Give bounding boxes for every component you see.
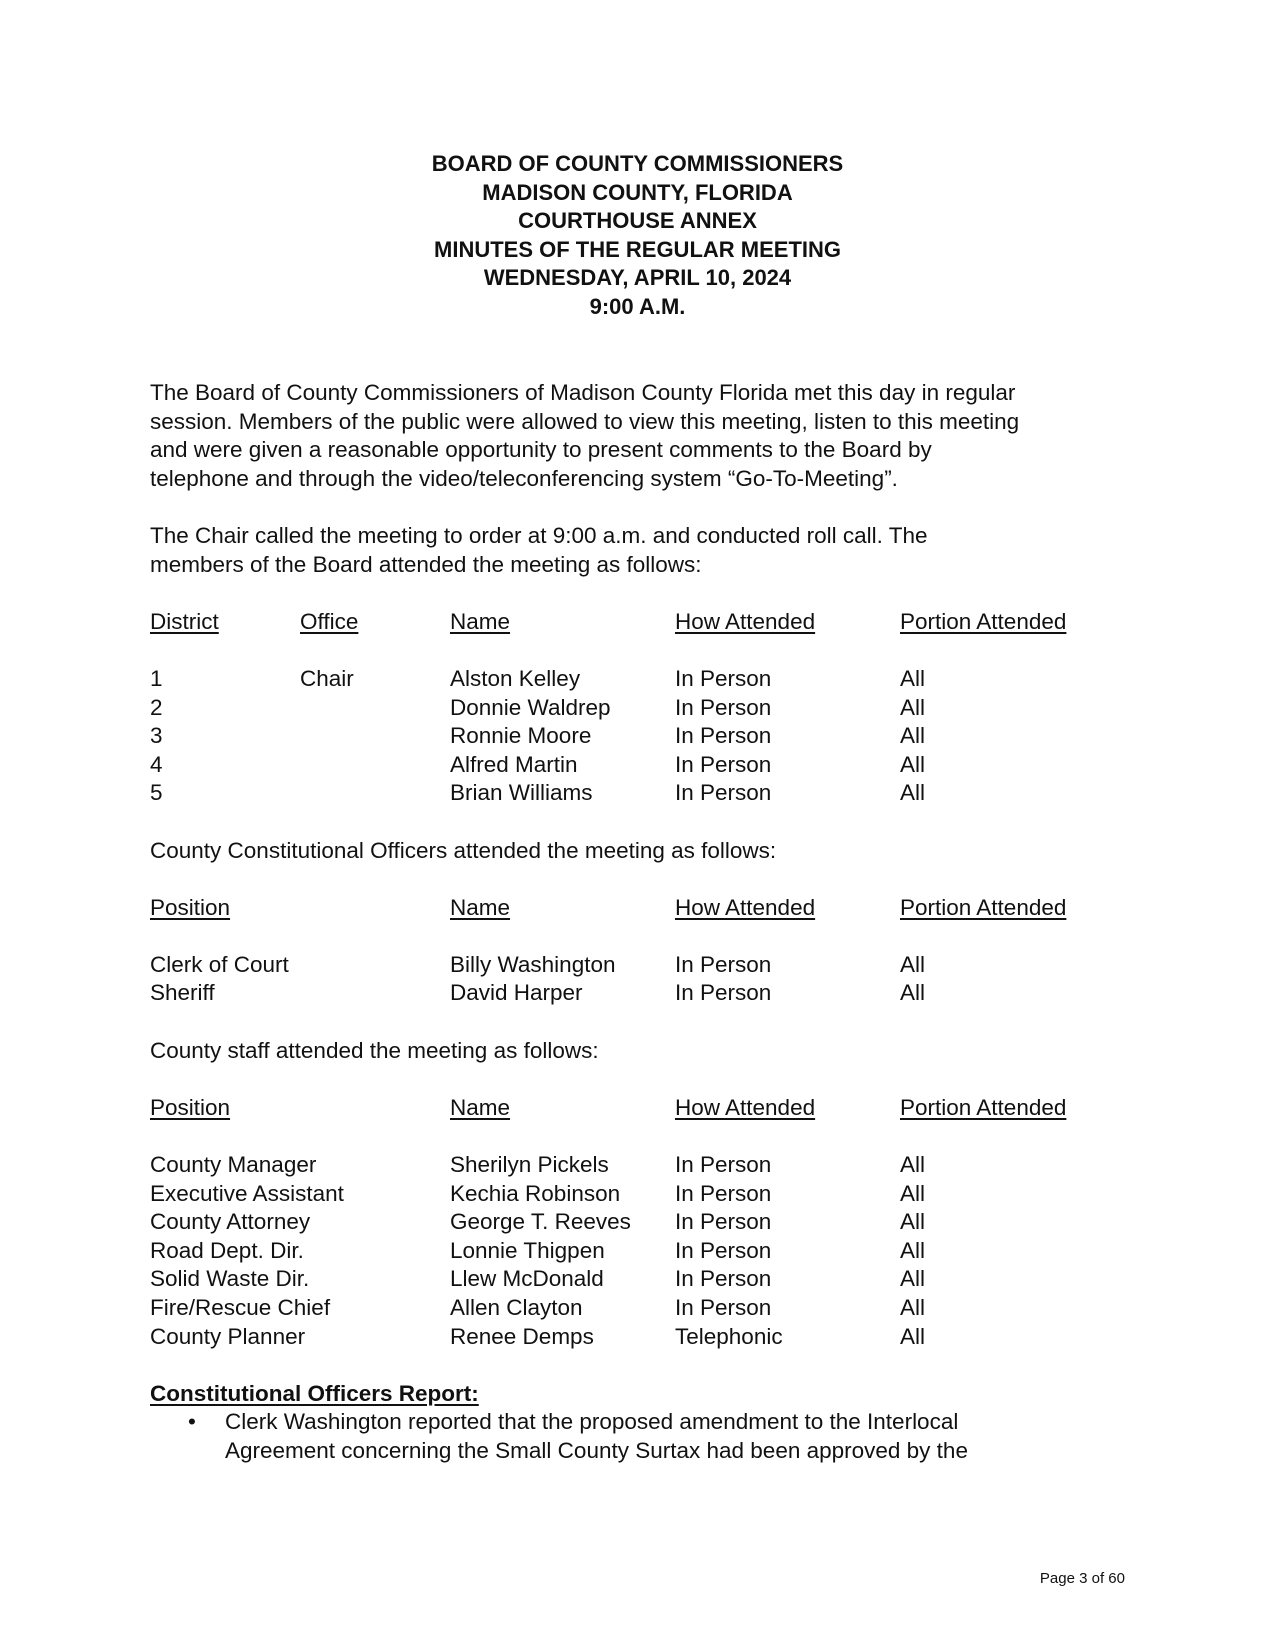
table-row xyxy=(150,951,1140,980)
cell-how-attended: In Person xyxy=(675,751,772,777)
table-row xyxy=(150,1180,1140,1209)
cell-how-attended: In Person xyxy=(675,1266,772,1292)
table-row xyxy=(150,751,1140,780)
cell-portion-attended: All xyxy=(900,1295,926,1320)
bullet-line: Clerk Washington reported that the proposed amendment to the Interlocal xyxy=(225,1409,959,1435)
officers-intro: County Constitutional Officers attended the meeting as follows: xyxy=(150,837,777,863)
cell-how-attended: In Person xyxy=(675,980,772,1006)
table-row xyxy=(150,694,1140,723)
header-line-county: MADISON COUNTY, FLORIDA xyxy=(482,179,793,205)
document-header xyxy=(0,150,1275,322)
cell-how-attended: In Person xyxy=(675,780,772,806)
roll-call-line: The Chair called the meeting to order at 9:00 a.m. and conducted roll call. The xyxy=(150,522,928,548)
document-body xyxy=(150,379,1140,1466)
table-row xyxy=(150,722,1140,751)
cell-portion-attended: All xyxy=(900,1180,926,1206)
intro-line: and were given a reasonable opportunity to present comments to the Board by xyxy=(150,437,932,463)
cell-name: Sherilyn Pickels xyxy=(450,1152,609,1178)
header-line-date: WEDNESDAY, APRIL 10, 2024 xyxy=(483,265,792,291)
cell-district: 1 xyxy=(150,665,163,691)
column-header-name: Name xyxy=(450,894,511,920)
staff-attendance-table xyxy=(150,1094,1140,1351)
cell-name: Renee Demps xyxy=(450,1323,594,1349)
cell-portion-attended: All xyxy=(900,1237,926,1263)
cell-portion-attended: All xyxy=(900,780,926,806)
table-row xyxy=(150,1237,1140,1266)
cell-portion-attended: All xyxy=(900,665,926,691)
page-number: Page 3 of 60 xyxy=(1039,1570,1125,1587)
table-row xyxy=(150,665,1140,694)
list-item xyxy=(150,1408,1140,1465)
cell-name: Kechia Robinson xyxy=(450,1180,621,1206)
cell-how-attended: Telephonic xyxy=(675,1323,783,1349)
section-title-officers-report: Constitutional Officers Report: xyxy=(150,1380,479,1406)
cell-portion-attended: All xyxy=(900,1209,926,1235)
column-header-how-attended: How Attended xyxy=(675,894,816,920)
cell-name: David Harper xyxy=(450,980,583,1006)
cell-position: Sheriff xyxy=(150,980,215,1006)
column-header-name: Name xyxy=(450,608,511,634)
table-row xyxy=(150,979,1140,1008)
cell-name: Ronnie Moore xyxy=(450,723,592,749)
cell-name: Llew McDonald xyxy=(450,1266,604,1292)
cell-portion-attended: All xyxy=(900,723,926,749)
cell-position: Solid Waste Dir. xyxy=(150,1266,310,1292)
column-header-portion-attended: Portion Attended xyxy=(900,1094,1067,1120)
cell-how-attended: In Person xyxy=(675,1152,772,1178)
cell-name: Brian Williams xyxy=(450,780,593,806)
officers-attendance-table xyxy=(150,894,1140,1008)
roll-call-line: members of the Board attended the meeting as follows: xyxy=(150,551,702,577)
table-header-row xyxy=(150,1094,1140,1123)
cell-name: Alfred Martin xyxy=(450,751,578,777)
cell-portion-attended: All xyxy=(900,1323,926,1349)
cell-how-attended: In Person xyxy=(675,951,772,977)
cell-position: County Planner xyxy=(150,1323,306,1349)
table-row xyxy=(150,779,1140,808)
table-row xyxy=(150,1208,1140,1237)
cell-name: Alston Kelley xyxy=(450,665,581,691)
cell-position: Road Dept. Dir. xyxy=(150,1237,304,1263)
header-line-meeting-type: MINUTES OF THE REGULAR MEETING xyxy=(434,236,841,262)
cell-district: 2 xyxy=(150,694,163,720)
cell-name: Billy Washington xyxy=(450,951,616,977)
header-line-board: BOARD OF COUNTY COMMISSIONERS xyxy=(431,151,844,176)
cell-name: Lonnie Thigpen xyxy=(450,1237,605,1263)
cell-district: 4 xyxy=(150,751,163,777)
table-row xyxy=(150,1323,1140,1352)
cell-district: 5 xyxy=(150,780,163,806)
cell-portion-attended: All xyxy=(900,1266,926,1292)
spacer xyxy=(150,1008,1140,1037)
table-row xyxy=(150,1294,1140,1323)
table-header-row xyxy=(150,608,1140,637)
spacer xyxy=(150,865,1140,894)
column-header-how-attended: How Attended xyxy=(675,1094,816,1120)
cell-portion-attended: All xyxy=(900,751,926,777)
cell-name: Allen Clayton xyxy=(450,1295,583,1320)
cell-name: George T. Reeves xyxy=(450,1209,631,1235)
cell-how-attended: In Person xyxy=(675,723,772,749)
cell-portion-attended: All xyxy=(900,980,926,1006)
table-row xyxy=(150,1265,1140,1294)
cell-office: Chair xyxy=(300,665,354,691)
cell-position: Fire/Rescue Chief xyxy=(150,1295,331,1320)
cell-how-attended: In Person xyxy=(675,1209,772,1235)
intro-line: The Board of County Commissioners of Madison County Florida met this day in regular xyxy=(150,380,1016,405)
column-header-position: Position xyxy=(150,894,231,920)
intro-paragraph xyxy=(150,379,1140,493)
column-header-district: District xyxy=(150,608,219,634)
cell-how-attended: In Person xyxy=(675,1237,772,1263)
board-attendance-table xyxy=(150,608,1140,808)
column-header-position: Position xyxy=(150,1094,231,1120)
header-line-location: COURTHOUSE ANNEX xyxy=(518,208,757,234)
roll-call-paragraph xyxy=(150,522,1140,579)
cell-how-attended: In Person xyxy=(675,665,772,691)
cell-portion-attended: All xyxy=(900,1152,926,1178)
cell-position: Clerk of Court xyxy=(150,951,289,977)
bullet-line: Agreement concerning the Small County Surtax had been approved by the xyxy=(225,1437,968,1463)
column-header-office: Office xyxy=(300,608,359,634)
bullet-icon: • xyxy=(188,1409,196,1435)
header-line-time: 9:00 A.M. xyxy=(589,293,686,319)
column-header-portion-attended: Portion Attended xyxy=(900,894,1067,920)
column-header-how-attended: How Attended xyxy=(675,608,816,634)
table-row xyxy=(150,1151,1140,1180)
table-header-row xyxy=(150,894,1140,923)
intro-line: session. Members of the public were allowed to view this meeting, listen to this meeting xyxy=(150,408,1020,434)
cell-name: Donnie Waldrep xyxy=(450,694,611,720)
cell-portion-attended: All xyxy=(900,694,926,720)
cell-position: County Attorney xyxy=(150,1209,311,1235)
spacer xyxy=(150,808,1140,837)
cell-how-attended: In Person xyxy=(675,1180,772,1206)
cell-district: 3 xyxy=(150,723,163,749)
cell-position: Executive Assistant xyxy=(150,1180,344,1206)
cell-portion-attended: All xyxy=(900,951,926,977)
staff-intro: County staff attended the meeting as follows: xyxy=(150,1037,599,1063)
column-header-name: Name xyxy=(450,1094,511,1120)
cell-how-attended: In Person xyxy=(675,694,772,720)
cell-position: County Manager xyxy=(150,1152,317,1178)
cell-how-attended: In Person xyxy=(675,1295,772,1320)
spacer xyxy=(150,1065,1140,1094)
intro-line: telephone and through the video/teleconferencing system “Go-To-Meeting”. xyxy=(150,465,898,491)
column-header-portion-attended: Portion Attended xyxy=(900,608,1067,634)
